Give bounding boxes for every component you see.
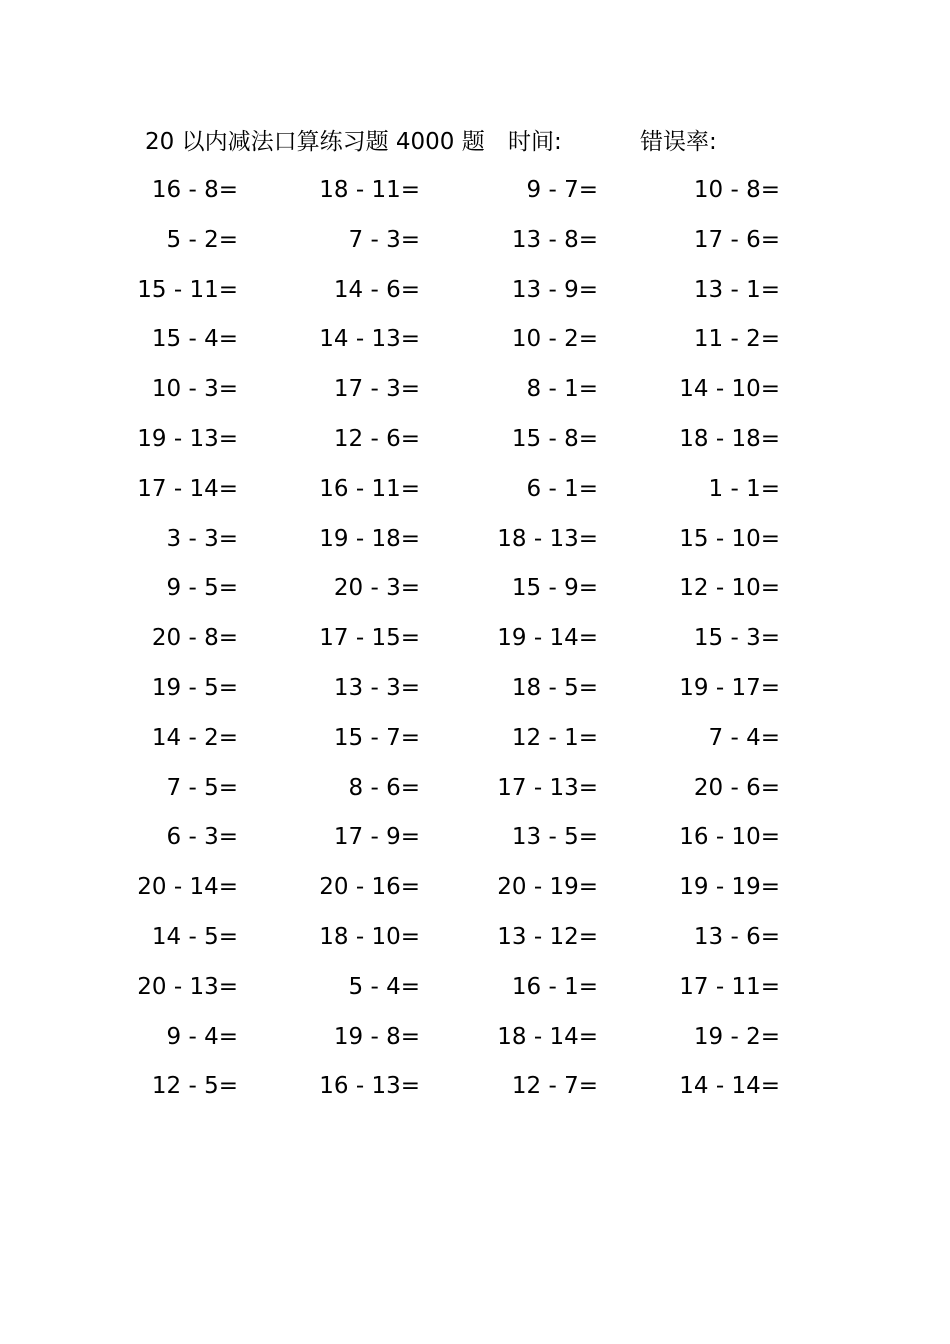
problem-item: 15 - 7= [333,725,420,751]
problem-item: 14 - 13= [319,326,420,352]
problem-item: 12 - 7= [511,1073,598,1099]
problem-item: 9 - 5= [166,575,238,601]
problem-item: 17 - 14= [137,476,238,502]
problem-item: 19 - 13= [137,426,238,452]
problem-item: 10 - 8= [693,177,780,203]
problem-item: 18 - 18= [679,426,780,452]
problem-item: 19 - 19= [679,874,780,900]
problem-item: 14 - 14= [679,1073,780,1099]
problem-item: 17 - 3= [333,376,420,402]
problem-item: 19 - 17= [679,675,780,701]
problem-item: 19 - 2= [693,1024,780,1050]
problem-item: 10 - 3= [151,376,238,402]
worksheet-header [0,124,950,160]
problem-item: 8 - 6= [348,775,420,801]
problem-item: 20 - 13= [137,974,238,1000]
problem-item: 13 - 1= [693,277,780,303]
problem-item: 12 - 6= [333,426,420,452]
problem-item: 16 - 8= [151,177,238,203]
problem-item: 15 - 9= [511,575,598,601]
problem-item: 13 - 12= [497,924,598,950]
problem-grid [0,170,950,1120]
problem-item: 14 - 5= [151,924,238,950]
problem-item: 18 - 10= [319,924,420,950]
problem-item: 7 - 5= [166,775,238,801]
problem-item: 15 - 10= [679,526,780,552]
problem-item: 19 - 5= [151,675,238,701]
problem-item: 12 - 10= [679,575,780,601]
problem-item: 15 - 11= [137,277,238,303]
problem-item: 20 - 16= [319,874,420,900]
problem-item: 3 - 3= [166,526,238,552]
problem-item: 18 - 5= [511,675,598,701]
time-label: 时间: [508,129,562,155]
problem-item: 15 - 8= [511,426,598,452]
problem-item: 20 - 8= [151,625,238,651]
problem-item: 18 - 11= [319,177,420,203]
problem-item: 20 - 14= [137,874,238,900]
problem-item: 12 - 1= [511,725,598,751]
problem-item: 8 - 1= [526,376,598,402]
problem-item: 5 - 4= [348,974,420,1000]
problem-item: 16 - 11= [319,476,420,502]
problem-item: 20 - 3= [333,575,420,601]
problem-item: 14 - 6= [333,277,420,303]
problem-item: 17 - 15= [319,625,420,651]
problem-item: 19 - 8= [333,1024,420,1050]
problem-item: 1 - 1= [708,476,780,502]
worksheet-title: 20 以内减法口算练习题 4000 题 [145,129,485,155]
problem-item: 6 - 3= [166,824,238,850]
problem-item: 12 - 5= [151,1073,238,1099]
problem-item: 7 - 4= [708,725,780,751]
problem-item: 9 - 4= [166,1024,238,1050]
problem-item: 14 - 10= [679,376,780,402]
problem-item: 18 - 14= [497,1024,598,1050]
problem-item: 17 - 6= [693,227,780,253]
problem-item: 16 - 13= [319,1073,420,1099]
problem-item: 16 - 10= [679,824,780,850]
problem-item: 13 - 5= [511,824,598,850]
problem-item: 9 - 7= [526,177,598,203]
problem-item: 20 - 19= [497,874,598,900]
problem-item: 17 - 13= [497,775,598,801]
problem-item: 7 - 3= [348,227,420,253]
problem-item: 13 - 8= [511,227,598,253]
problem-item: 5 - 2= [166,227,238,253]
problem-item: 19 - 18= [319,526,420,552]
problem-item: 19 - 14= [497,625,598,651]
problem-item: 17 - 11= [679,974,780,1000]
problem-item: 6 - 1= [526,476,598,502]
problem-item: 17 - 9= [333,824,420,850]
problem-item: 15 - 3= [693,625,780,651]
problem-item: 14 - 2= [151,725,238,751]
problem-item: 13 - 6= [693,924,780,950]
problem-item: 10 - 2= [511,326,598,352]
problem-item: 20 - 6= [693,775,780,801]
error-rate-label: 错误率: [640,129,717,155]
problem-item: 16 - 1= [511,974,598,1000]
problem-item: 18 - 13= [497,526,598,552]
problem-item: 13 - 9= [511,277,598,303]
problem-item: 15 - 4= [151,326,238,352]
problem-item: 13 - 3= [333,675,420,701]
problem-item: 11 - 2= [693,326,780,352]
